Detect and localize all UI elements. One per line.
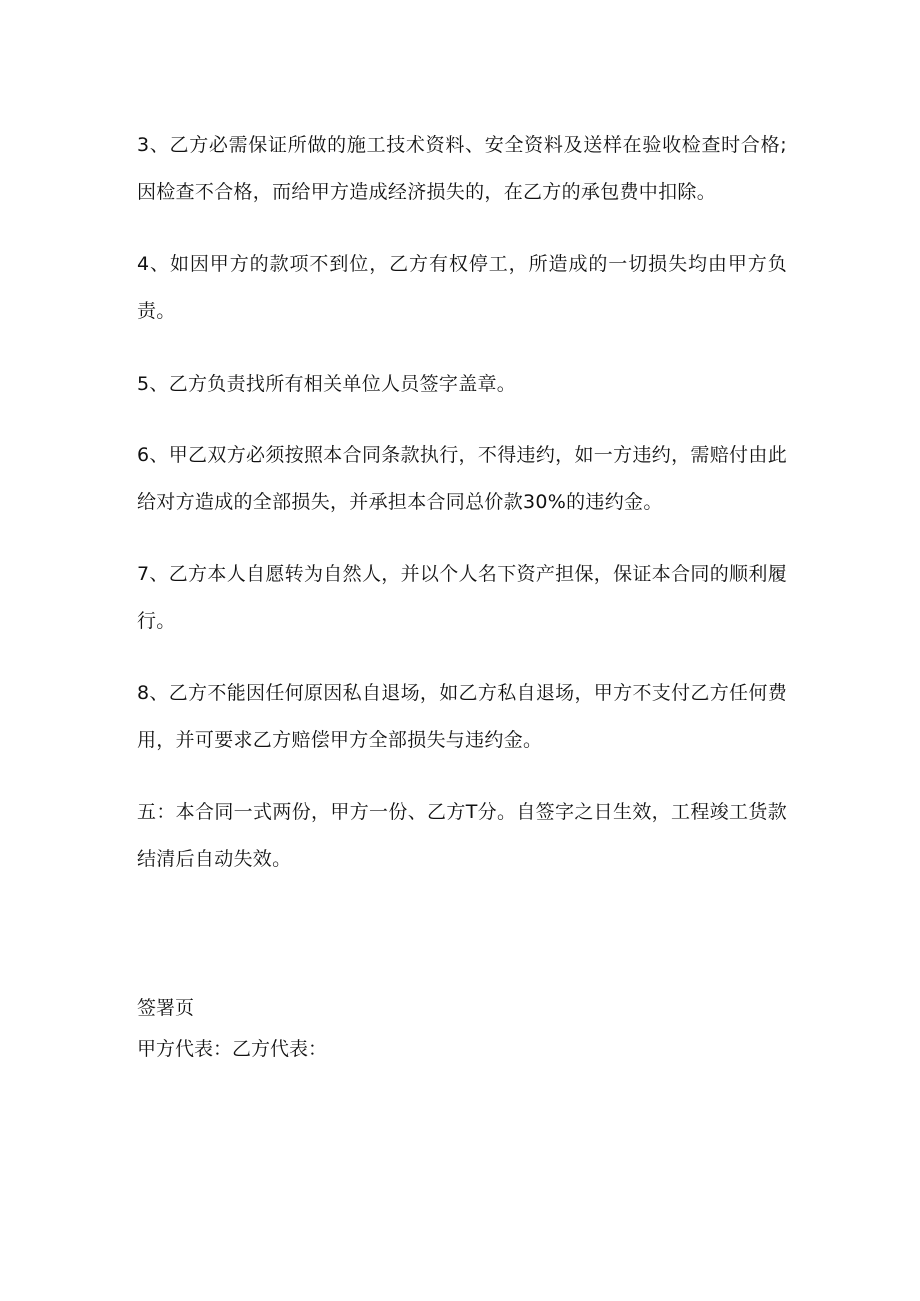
clause-3: 3、乙方必需保证所做的施工技术资料、安全资料及送样在验收检查时合格;因检查不合格，而给甲方造成经济损失的，在乙方的承包费中扣除。	[137, 134, 787, 203]
signature-representatives: 甲方代表：乙方代表：	[137, 1038, 328, 1060]
clause-8: 8、乙方不能因任何原因私自退场，如乙方私自退场，甲方不支付乙方任何费用，并可要求乙方赔偿甲方全部损失与违约金。	[137, 682, 787, 751]
clause-five-validity: 五：本合同一式两份，甲方一份、乙方T分。自签字之日生效，工程竣工货款结清后自动失效。	[137, 801, 787, 870]
clause-4: 4、如因甲方的款项不到位，乙方有权停工，所造成的一切损失均由甲方负责。	[137, 253, 787, 322]
signature-page-title: 签署页	[137, 997, 195, 1019]
clause-5: 5、乙方负责找所有相关单位人员签字盖章。	[137, 373, 517, 395]
clause-6: 6、甲乙双方必须按照本合同条款执行，不得违约，如一方违约，需赔付由此给对方造成的全部损失，并承担本合同总价款30%的违约金。	[137, 444, 787, 513]
clause-7: 7、乙方本人自愿转为自然人，并以个人名下资产担保，保证本合同的顺利履行。	[137, 563, 787, 632]
